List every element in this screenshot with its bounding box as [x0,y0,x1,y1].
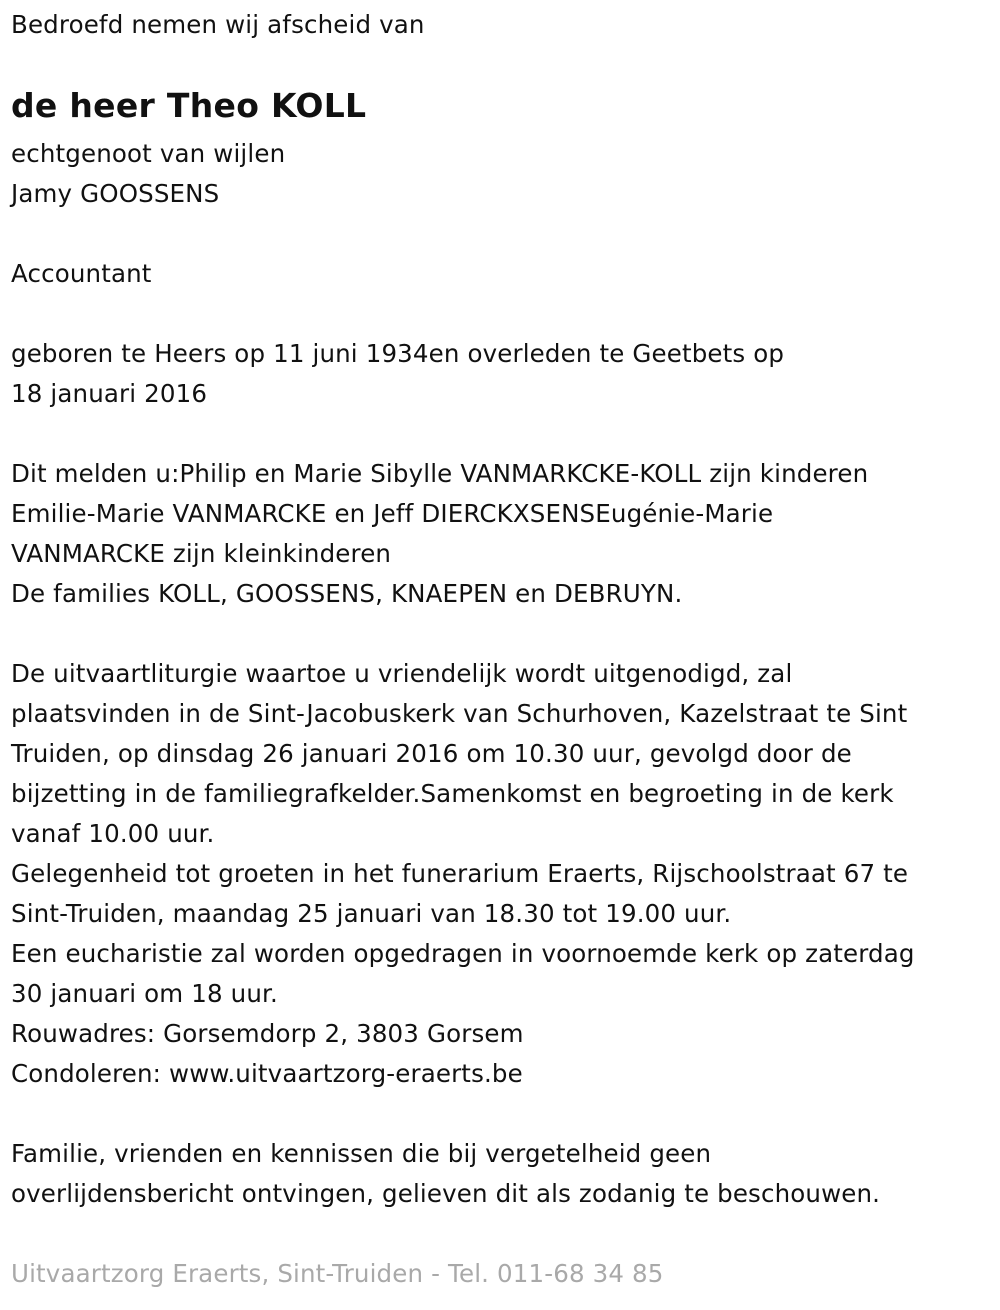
funeral-line: Truiden, op dinsdag 26 januari 2016 om 10.30 uur, gevolgd door de [11,739,852,768]
intro-text: Bedroefd nemen wij afscheid van [11,10,425,39]
funeral-line: bijzetting in de familiegrafkelder.Samenkomst en begroeting in de kerk [11,779,894,808]
family-line: VANMARCKE zijn kleinkinderen [11,539,392,568]
funeral-line: Gelegenheid tot groeten in het funerarium Eraerts, Rijschoolstraat 67 te [11,859,909,888]
closing-line: Familie, vrienden en kennissen die bij vergetelheid geen [11,1139,712,1168]
closing-line: overlijdensbericht ontvingen, gelieven dit als zodanig te beschouwen. [11,1179,881,1208]
funeral-line: plaatsvinden in de Sint-Jacobuskerk van Schurhoven, Kazelstraat te Sint [11,699,908,728]
deceased-name: de heer Theo KOLL [11,86,367,125]
spouse-relation: echtgenoot van wijlen [11,139,286,168]
condolence-link: Condoleren: www.uitvaartzorg-eraerts.be [11,1059,523,1088]
family-line: Dit melden u:Philip en Marie Sibylle VANMARKCKE-KOLL zijn kinderen [11,459,869,488]
birth-death-line: 18 januari 2016 [11,379,208,408]
funeral-line: Sint-Truiden, maandag 25 januari van 18.30 tot 19.00 uur. [11,899,732,928]
family-line: Emilie-Marie VANMARCKE en Jeff DIERCKXSENSEugénie-Marie [11,499,774,528]
mourning-address: Rouwadres: Gorsemdorp 2, 3803 Gorsem [11,1019,524,1048]
family-line: De families KOLL, GOOSSENS, KNAEPEN en DEBRUYN. [11,579,683,608]
funeral-line: Een eucharistie zal worden opgedragen in voornoemde kerk op zaterdag [11,939,915,968]
funeral-line: 30 januari om 18 uur. [11,979,278,1008]
spouse-name: Jamy GOOSSENS [11,179,220,208]
funeral-line: De uitvaartliturgie waartoe u vriendelijk wordt uitgenodigd, zal [11,659,793,688]
funeral-home-footer: Uitvaartzorg Eraerts, Sint-Truiden - Tel. 011-68 34 85 [11,1259,664,1288]
profession: Accountant [11,259,152,288]
funeral-line: vanaf 10.00 uur. [11,819,215,848]
birth-death-line: geboren te Heers op 11 juni 1934en overleden te Geetbets op [11,339,785,368]
